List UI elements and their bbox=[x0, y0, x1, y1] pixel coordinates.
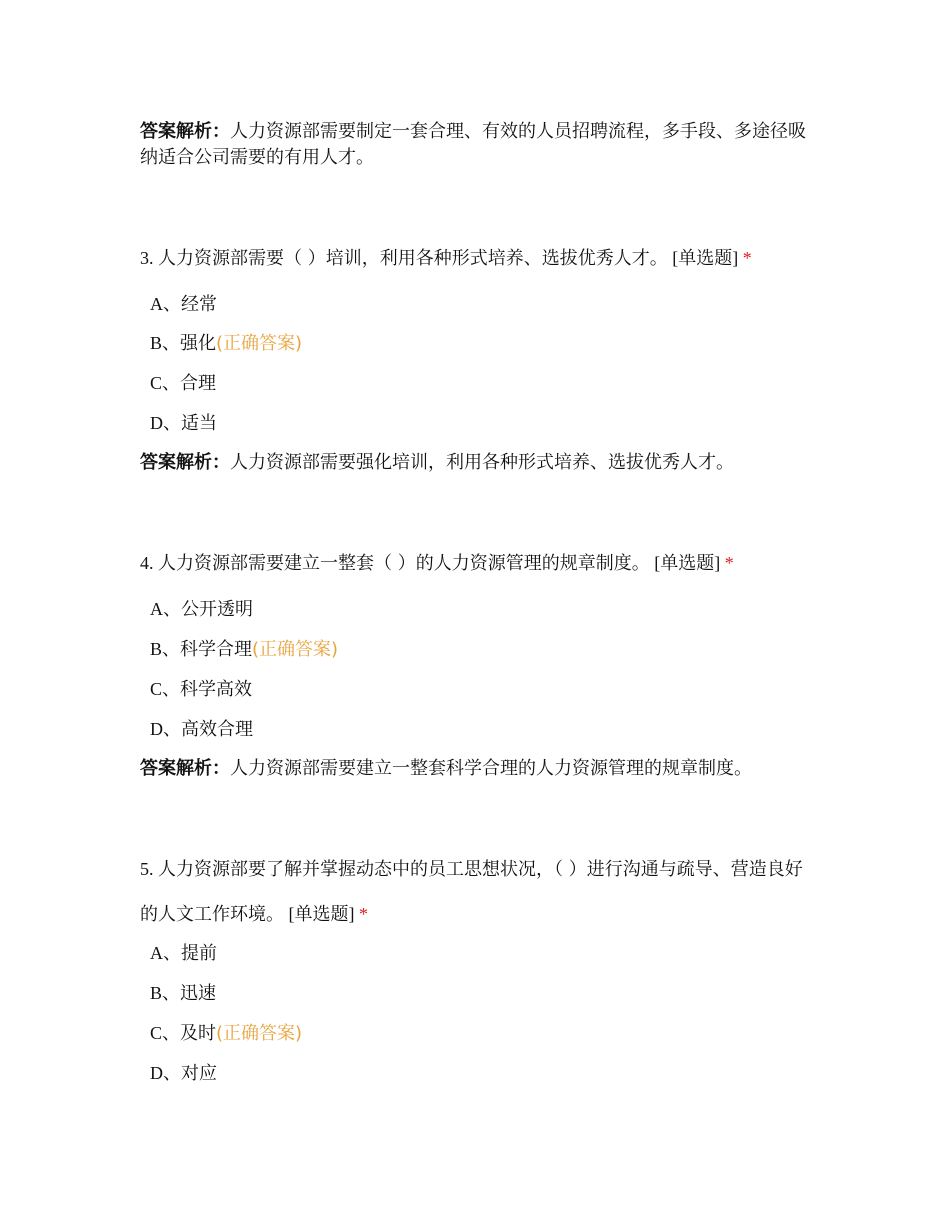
answer-analysis-q4 bbox=[140, 756, 820, 782]
option-text: 及时 bbox=[180, 1023, 217, 1044]
question-type: [单选题] bbox=[672, 248, 739, 268]
required-mark: * bbox=[724, 553, 734, 573]
option-letter: A、 bbox=[150, 294, 181, 314]
question-3-stem bbox=[140, 236, 820, 281]
analysis-text: 人力资源部需要制定一套合理、有效的人员招聘流程，多手段、多途径吸纳适合公司需要的有用人才。 bbox=[140, 121, 806, 168]
correct-answer-tag: (正确答案) bbox=[216, 1023, 303, 1044]
option-text: 公开透明 bbox=[181, 599, 253, 620]
required-mark: * bbox=[359, 904, 368, 924]
required-mark: * bbox=[742, 248, 752, 268]
analysis-text: 人力资源部需要强化培训，利用各种形式培养、选拔优秀人才。 bbox=[230, 452, 734, 473]
question-5-stem bbox=[140, 847, 810, 937]
option-text: 经常 bbox=[181, 294, 217, 315]
option-letter: D、 bbox=[150, 413, 181, 433]
option-letter: B、 bbox=[150, 333, 181, 353]
q3-option-d bbox=[150, 410, 217, 437]
option-letter: C、 bbox=[150, 373, 181, 393]
option-text: 提前 bbox=[181, 943, 217, 964]
option-letter: C、 bbox=[150, 679, 181, 699]
option-letter: B、 bbox=[150, 983, 181, 1003]
q5-option-c bbox=[150, 1020, 302, 1047]
question-number: 4. bbox=[140, 553, 154, 573]
q5-option-b bbox=[150, 980, 216, 1007]
question-text: 人力资源部需要（ ）培训，利用各种形式培养、选拔优秀人才。 bbox=[158, 248, 668, 269]
option-letter: A、 bbox=[150, 599, 181, 619]
answer-analysis-q3 bbox=[140, 450, 820, 476]
q3-option-a bbox=[150, 291, 217, 318]
question-number: 3. bbox=[140, 248, 154, 268]
analysis-label: 答案解析： bbox=[140, 758, 230, 779]
question-4-stem bbox=[140, 541, 820, 586]
q4-option-d bbox=[150, 716, 253, 743]
question-type: [单选题] bbox=[654, 553, 721, 573]
q4-option-a bbox=[150, 596, 253, 623]
question-text: 人力资源部要了解并掌握动态中的员工思想状况，（ ）进行沟通与疏导、营造良好的人文工作环境。 bbox=[140, 859, 803, 925]
correct-answer-tag: (正确答案) bbox=[216, 333, 303, 354]
analysis-label: 答案解析： bbox=[140, 452, 230, 473]
q3-option-c bbox=[150, 370, 216, 397]
q4-option-b bbox=[150, 636, 338, 663]
option-letter: D、 bbox=[150, 719, 181, 739]
question-number: 5. bbox=[140, 859, 154, 879]
q4-option-c bbox=[150, 676, 252, 703]
q3-option-b bbox=[150, 330, 302, 357]
option-letter: A、 bbox=[150, 943, 181, 963]
option-text: 适当 bbox=[181, 413, 217, 434]
q5-option-a bbox=[150, 940, 217, 967]
question-type: [单选题] bbox=[288, 904, 355, 924]
option-letter: C、 bbox=[150, 1023, 181, 1043]
q5-option-d bbox=[150, 1060, 217, 1087]
answer-analysis-q2 bbox=[140, 119, 820, 171]
option-letter: B、 bbox=[150, 639, 181, 659]
option-text: 强化 bbox=[180, 333, 217, 354]
option-text: 科学高效 bbox=[180, 679, 253, 700]
analysis-label: 答案解析： bbox=[140, 121, 230, 142]
option-text: 合理 bbox=[180, 373, 217, 394]
option-text: 迅速 bbox=[180, 983, 217, 1004]
correct-answer-tag: (正确答案) bbox=[252, 639, 339, 660]
question-text: 人力资源部需要建立一整套（ ）的人力资源管理的规章制度。 bbox=[158, 553, 650, 574]
analysis-text: 人力资源部需要建立一整套科学合理的人力资源管理的规章制度。 bbox=[230, 758, 752, 779]
option-text: 对应 bbox=[181, 1063, 217, 1084]
option-text: 高效合理 bbox=[181, 719, 253, 740]
option-text: 科学合理 bbox=[180, 639, 253, 660]
option-letter: D、 bbox=[150, 1063, 181, 1083]
